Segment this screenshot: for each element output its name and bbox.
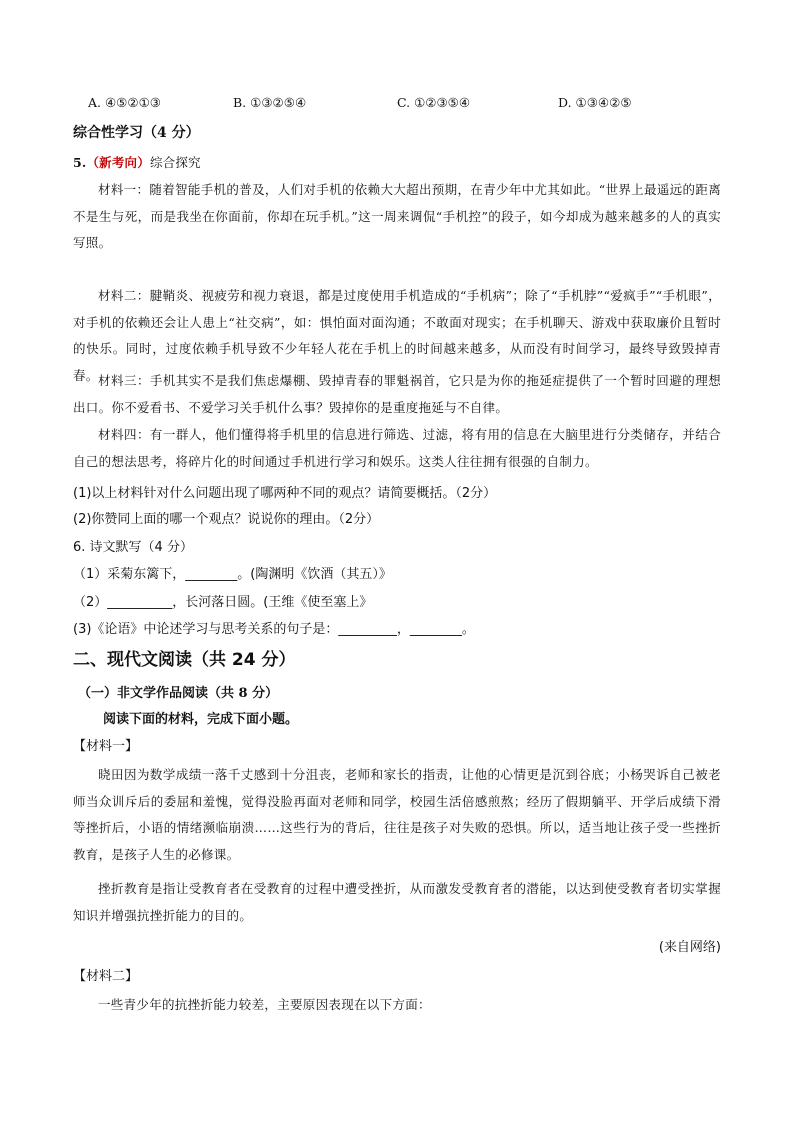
- reading-instruction: 阅读下面的材料，完成下面小题。: [103, 712, 299, 727]
- option-c: C. ①②③⑤④: [397, 95, 471, 110]
- source-note: (来自网络): [658, 940, 721, 955]
- new-trend-tag: （新考向）: [86, 155, 150, 170]
- material-1-text-2: 挫折教育是指让受教育者在受教育的过程中遭受挫折，从而激发受教育者的潜能，以达到使受教育者切实掌握知识并增强抗挫折能力的目的。: [73, 881, 721, 923]
- material-1-text-1: 晓田因为数学成绩一落千丈感到十分沮丧，老师和家长的指责，让他的心情更是沉到谷底；小杨哭诉自己被老师当众训斥后的委屈和羞愧，觉得没脸再面对老师和同学，校园生活倍感煎熬；经历了假期躺平、开学后成绩下滑等挫折后，小语的情绪濒临崩溃……这些行为的背后，往往是孩子对失败的恐惧。所以，适当地让孩子受一些挫折教育，是孩子人生的必修课。: [73, 767, 721, 862]
- material-1-paragraph: 材料一：随着智能手机的普及，人们对手机的依赖大大超出预期，在青少年中尤其如此。“世界上最遥远的距离不是生与死，而是我坐在你面前，你却在玩手机。”这一周来调侃“手机控”的段子，如今却成为越来越多的人的真实写照。: [73, 182, 721, 250]
- question-6-heading: 6. 诗文默写（4 分）: [73, 540, 193, 555]
- question-number: 5.: [73, 155, 87, 170]
- part-2-subtitle: （一）非文学作品阅读（共 8 分）: [78, 686, 279, 701]
- option-d: D. ①③④②⑤: [558, 95, 632, 110]
- poem-line-1: （1）采菊东篱下，________。(陶渊明《饮酒（其五）》: [73, 567, 392, 582]
- part-2-title: 二、现代文阅读（共 24 分）: [73, 650, 296, 670]
- material-3-paragraph: 材料三：手机其实不是我们焦虑爆棚、毁掉青春的罪魁祸首，它只是为你的拖延症提供了一个暂时回避的理想出口。你不爱看书、不爱学习关手机什么事？毁掉你的是重度拖延与不自律。: [73, 373, 721, 415]
- material-2-text-1: 一些青少年的抗挫折能力较差，主要原因表现在以下方面：: [98, 997, 431, 1012]
- poem-line-2: （2）__________，长河落日圆。(王维《使至塞上》: [73, 595, 373, 610]
- material-2-label: 【材料二】: [73, 969, 139, 984]
- option-a: A. ④⑤②①③: [88, 95, 162, 110]
- question-5-heading: [73, 153, 201, 171]
- sub-question-2: (2)你赞同上面的哪一个观点？说说你的理由。（2分）: [73, 512, 380, 527]
- poem-line-3: (3)《论语》中论述学习与思考关系的句子是：_________，________。: [73, 622, 475, 637]
- material-2-paragraph: 材料二：腱鞘炎、视疲劳和视力衰退，都是过度使用手机造成的“手机病”；除了“手机脖”“爱疯手”“手机眼”，对手机的依赖还会让人患上“社交病”，如：惧怕面对面沟通；不敢面对现实；在手机聊天、游戏中获取廉价且暂时的快乐。同时，过度依赖手机导致不少年轻人花在手机上的时间越来越多，从而没有时间学习，最终导致毁掉青春。: [73, 288, 721, 383]
- option-b: B. ①③②⑤④: [233, 95, 307, 110]
- material-1-label: 【材料一】: [73, 739, 139, 754]
- material-4-paragraph: 材料四：有一群人，他们懂得将手机里的信息进行筛选、过滤，将有用的信息在大脑里进行分类储存，并结合自己的想法思考，将碎片化的时间通过手机进行学习和娱乐。这类人往往拥有很强的自制力。: [73, 427, 721, 469]
- question-title: 综合探究: [149, 155, 201, 170]
- section-heading-comprehensive: 综合性学习（4 分）: [73, 125, 200, 141]
- sub-question-1: (1)以上材料针对什么问题出现了哪两种不同的观点？请简要概括。（2分）: [73, 486, 497, 501]
